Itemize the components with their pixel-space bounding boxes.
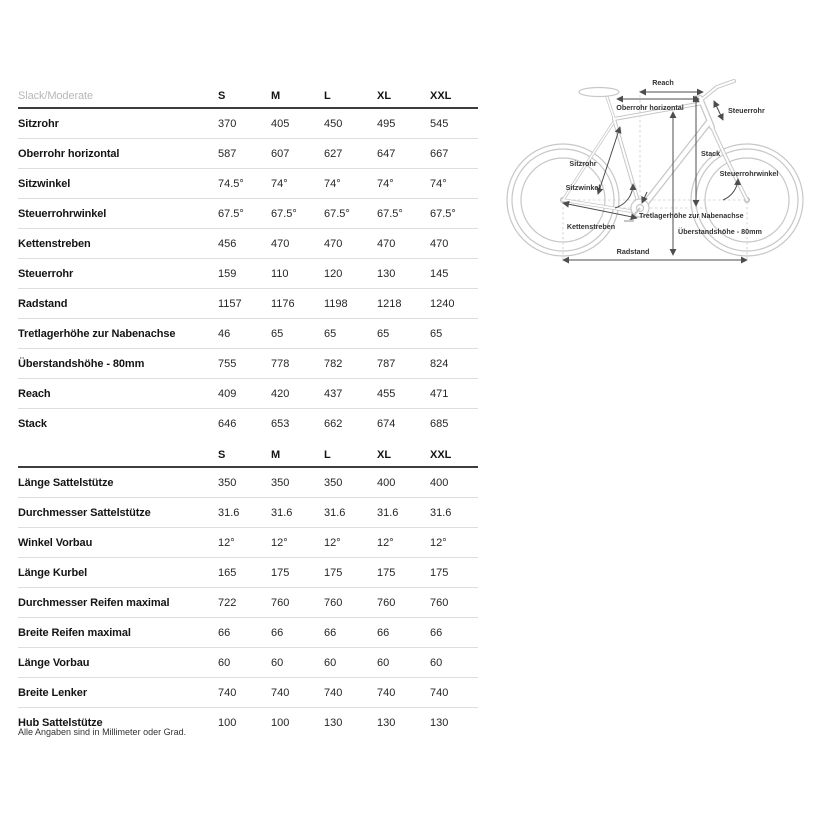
cell-value: 420	[271, 387, 290, 400]
cell-value: 60	[377, 656, 390, 669]
steuerrohrwinkel-label: Steuerrohrwinkel	[719, 169, 779, 178]
cell-value: 662	[324, 417, 343, 430]
cell-value: 400	[377, 476, 396, 489]
table-row	[18, 349, 478, 379]
cell-value: 755	[218, 357, 237, 370]
cell-value: 350	[218, 476, 237, 489]
cell-value: 65	[430, 327, 443, 340]
cell-value: 667	[430, 147, 449, 160]
cell-value: 60	[271, 656, 284, 669]
cell-value: 60	[324, 656, 337, 669]
table-row	[18, 558, 478, 588]
saddle	[579, 88, 619, 97]
cell-value: 12°	[430, 536, 447, 549]
table-row	[18, 319, 478, 349]
cell-value: 740	[324, 686, 343, 699]
geometry-table-section	[18, 443, 478, 737]
cell-value: 120	[324, 267, 343, 280]
sitzwinkel-label: Sitzwinkel	[565, 183, 601, 192]
cell-value: 1240	[430, 297, 455, 310]
cell-value: 824	[430, 357, 449, 370]
cell-value: 65	[377, 327, 390, 340]
cell-value: 1176	[271, 297, 295, 310]
table-row	[18, 199, 478, 229]
row-label: Durchmesser Reifen maximal	[18, 596, 170, 609]
cell-value: 65	[324, 327, 337, 340]
cell-value: 1157	[218, 297, 242, 310]
cell-value: 587	[218, 147, 237, 160]
cell-value: 175	[377, 566, 396, 579]
row-label: Steuerrohrwinkel	[18, 207, 107, 220]
row-label: Radstand	[18, 297, 68, 310]
cell-value: 175	[430, 566, 449, 579]
table-header-row	[18, 443, 478, 468]
cell-value: 145	[430, 267, 449, 280]
cell-value: 60	[218, 656, 231, 669]
table-row	[18, 498, 478, 528]
cell-value: 66	[218, 626, 231, 639]
cell-value: 159	[218, 267, 237, 280]
cell-value: 31.6	[430, 506, 452, 519]
table-row	[18, 648, 478, 678]
cell-value: 130	[377, 267, 396, 280]
row-label: Oberrohr horizontal	[18, 147, 120, 160]
cell-value: 647	[377, 147, 396, 160]
column-header: S	[218, 448, 226, 461]
cell-value: 67.5°	[430, 207, 456, 220]
cell-value: 1198	[324, 297, 348, 310]
cell-value: 67.5°	[377, 207, 403, 220]
cell-value: 760	[271, 596, 290, 609]
reach-label: Reach	[652, 78, 674, 87]
cell-value: 175	[324, 566, 343, 579]
row-label: Kettenstreben	[18, 237, 91, 250]
cell-value: 778	[271, 357, 290, 370]
cell-value: 31.6	[271, 506, 293, 519]
cell-value: 782	[324, 357, 343, 370]
column-header: XXL	[430, 448, 452, 461]
row-label: Sitzwinkel	[18, 177, 71, 190]
cell-value: 405	[271, 117, 290, 130]
kettenstreben-label: Kettenstreben	[566, 222, 616, 231]
radstand-label: Radstand	[616, 247, 650, 256]
cell-value: 674	[377, 417, 396, 430]
units-footnote: Alle Angaben sind in Millimeter oder Grad.	[18, 727, 187, 737]
table-row	[18, 618, 478, 648]
table-row	[18, 229, 478, 259]
cell-value: 760	[377, 596, 396, 609]
table-row	[18, 409, 478, 438]
row-label: Breite Reifen maximal	[18, 626, 131, 639]
cell-value: 470	[377, 237, 396, 250]
row-label: Länge Kurbel	[18, 566, 88, 579]
cell-value: 66	[377, 626, 390, 639]
cell-value: 787	[377, 357, 396, 370]
cell-value: 470	[324, 237, 343, 250]
column-header: L	[324, 448, 331, 461]
column-header: M	[271, 89, 281, 102]
oberrohr-label: Oberrohr horizontal	[616, 103, 684, 112]
row-label: Durchmesser Sattelstütze	[18, 506, 151, 519]
cell-value: 67.5°	[271, 207, 297, 220]
column-header: L	[324, 89, 331, 102]
cell-value: 471	[430, 387, 449, 400]
table-header-title: Slack/Moderate	[18, 89, 94, 102]
geometry-table	[18, 84, 478, 737]
steuerrohr-label: Steuerrohr	[728, 106, 765, 115]
cell-value: 74°	[377, 177, 394, 190]
column-header: XXL	[430, 89, 452, 102]
cell-value: 31.6	[324, 506, 346, 519]
geometry-table-section	[18, 84, 478, 438]
table-row	[18, 109, 478, 139]
cell-value: 130	[377, 716, 396, 729]
cell-value: 400	[430, 476, 449, 489]
cell-value: 455	[377, 387, 396, 400]
cell-value: 1218	[377, 297, 402, 310]
sitzrohr-label: Sitzrohr	[569, 159, 597, 168]
table-row	[18, 379, 478, 409]
cell-value: 74.5°	[218, 177, 244, 190]
cell-value: 350	[271, 476, 290, 489]
cell-value: 495	[377, 117, 396, 130]
table-row	[18, 528, 478, 558]
table-row	[18, 678, 478, 708]
cell-value: 74°	[430, 177, 447, 190]
cell-value: 66	[324, 626, 337, 639]
cell-value: 74°	[324, 177, 341, 190]
cell-value: 67.5°	[324, 207, 350, 220]
cell-value: 31.6	[218, 506, 240, 519]
cell-value: 110	[271, 267, 289, 280]
table-row	[18, 289, 478, 319]
column-header: XL	[377, 89, 392, 102]
column-header: S	[218, 89, 226, 102]
cell-value: 740	[430, 686, 449, 699]
table-row	[18, 468, 478, 498]
cell-value: 760	[430, 596, 449, 609]
cell-value: 67.5°	[218, 207, 244, 220]
cell-value: 685	[430, 417, 449, 430]
cell-value: 66	[430, 626, 443, 639]
cell-value: 470	[430, 237, 449, 250]
tretlagerhoehe-label: Tretlagerhöhe zur Nabenachse	[639, 211, 744, 220]
cell-value: 12°	[271, 536, 288, 549]
cell-value: 60	[430, 656, 443, 669]
cell-value: 130	[324, 716, 343, 729]
bike-geometry-diagram	[503, 72, 818, 270]
table-row	[18, 139, 478, 169]
cell-value: 607	[271, 147, 290, 160]
cell-value: 100	[218, 716, 237, 729]
cell-value: 165	[218, 566, 237, 579]
cell-value: 450	[324, 117, 343, 130]
cell-value: 12°	[218, 536, 235, 549]
cell-value: 74°	[271, 177, 288, 190]
cell-value: 470	[271, 237, 290, 250]
row-label: Länge Sattelstütze	[18, 476, 114, 489]
row-label: Sitzrohr	[18, 117, 59, 130]
cell-value: 66	[271, 626, 284, 639]
row-label: Tretlagerhöhe zur Nabenachse	[18, 327, 176, 340]
cell-value: 456	[218, 237, 237, 250]
row-label: Breite Lenker	[18, 686, 88, 699]
stack-label: Stack	[701, 149, 721, 158]
column-header: XL	[377, 448, 392, 461]
cell-value: 740	[271, 686, 290, 699]
cell-value: 175	[271, 566, 290, 579]
cell-value: 46	[218, 327, 231, 340]
cell-value: 646	[218, 417, 237, 430]
row-label: Steuerrohr	[18, 267, 74, 280]
row-label: Reach	[18, 387, 51, 400]
row-label: Länge Vorbau	[18, 656, 90, 669]
cell-value: 12°	[324, 536, 341, 549]
row-label: Winkel Vorbau	[18, 536, 93, 549]
table-header-row	[18, 84, 478, 109]
cell-value: 740	[218, 686, 237, 699]
cell-value: 130	[430, 716, 449, 729]
column-header: M	[271, 448, 281, 461]
cell-value: 12°	[377, 536, 394, 549]
table-row	[18, 259, 478, 289]
cell-value: 31.6	[377, 506, 399, 519]
table-row	[18, 169, 478, 199]
cell-value: 100	[271, 716, 290, 729]
cell-value: 722	[218, 596, 237, 609]
row-label: Überstandshöhe - 80mm	[18, 357, 145, 370]
cell-value: 437	[324, 387, 343, 400]
ueberstandshoehe-label: Überstandshöhe - 80mm	[678, 227, 762, 236]
cell-value: 760	[324, 596, 343, 609]
cell-value: 370	[218, 117, 237, 130]
cell-value: 65	[271, 327, 284, 340]
table-row	[18, 588, 478, 618]
cell-value: 740	[377, 686, 396, 699]
cell-value: 627	[324, 147, 343, 160]
cell-value: 350	[324, 476, 343, 489]
cell-value: 545	[430, 117, 449, 130]
row-label: Stack	[18, 417, 47, 430]
cell-value: 653	[271, 417, 290, 430]
cell-value: 409	[218, 387, 237, 400]
row-label: Hub Sattelstütze	[18, 716, 103, 729]
